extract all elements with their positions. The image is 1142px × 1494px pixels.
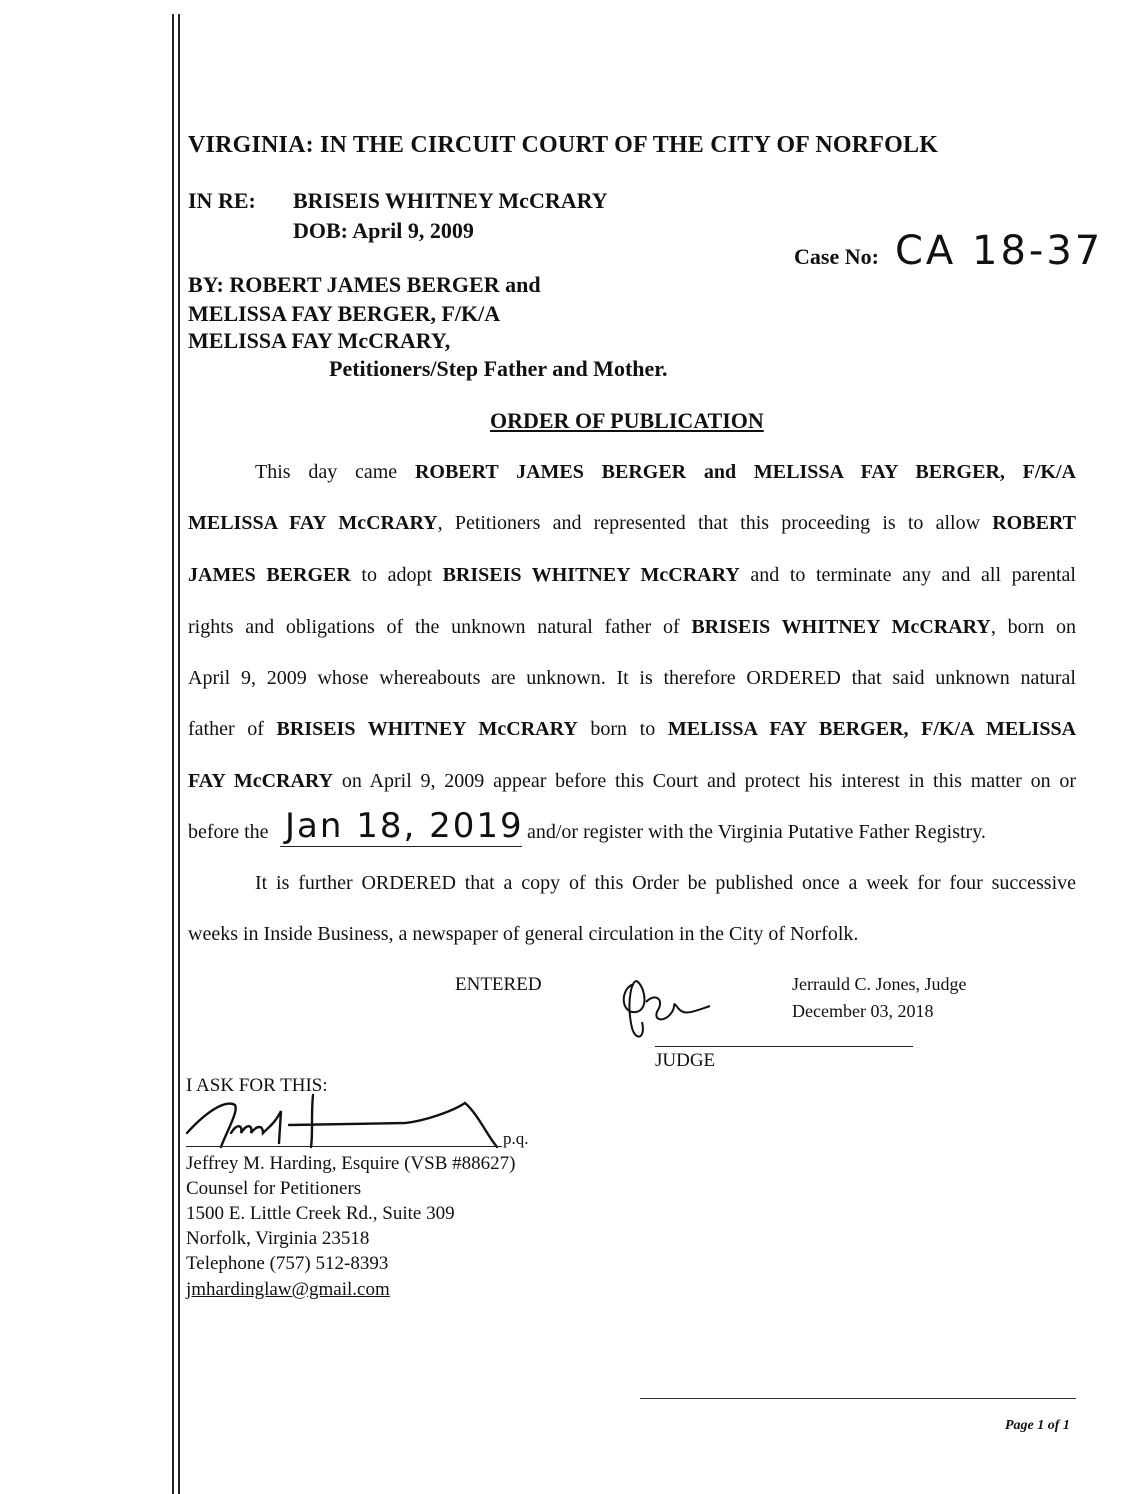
attorney-signature: [185, 1085, 505, 1160]
appearance-date-handwritten: Jan 18, 2019: [285, 806, 524, 846]
body-line-10: weeks in Inside Business, a newspaper of general circulation in the City of Norfolk.: [188, 923, 859, 945]
ask-for-this-label: I ASK FOR THIS:: [186, 1075, 328, 1096]
attorney-signature-line: [186, 1146, 502, 1147]
judge-signature-line: [655, 1046, 913, 1047]
attorney-role: Counsel for Petitioners: [186, 1178, 362, 1199]
petitioners-line-2: MELISSA FAY BERGER, F/K/A: [188, 301, 501, 326]
body-line-8-pre: before the: [188, 821, 269, 843]
margin-rule-left: [172, 14, 174, 1494]
judge-signature: [612, 972, 722, 1047]
body-line-5: April 9, 2009 whose whereabouts are unknown. It is therefore ORDERED that said unknown natural: [188, 667, 1076, 689]
attorney-address-line-2: Norfolk, Virginia 23518: [186, 1228, 370, 1249]
case-number-handwritten: CA 18-37: [895, 228, 1104, 274]
attorney-email-link[interactable]: jmhardinglaw@gmail.com: [186, 1279, 390, 1300]
page-number: Page 1 of 1: [1005, 1418, 1070, 1433]
case-number-label: Case No:: [794, 244, 879, 269]
footer-rule: [640, 1398, 1076, 1399]
body-line-1: This day came ROBERT JAMES BERGER and MELISSA FAY BERGER, F/K/A: [255, 461, 1076, 483]
margin-rule-right: [178, 14, 180, 1494]
body-line-3: JAMES BERGER to adopt BRISEIS WHITNEY McCRARY and to terminate any and all parental: [188, 564, 1076, 586]
attorney-name: Jeffrey M. Harding, Esquire (VSB #88627): [186, 1153, 516, 1174]
body-line-8-post: and/or register with the Virginia Putative Father Registry.: [527, 821, 986, 843]
body-line-6: father of BRISEIS WHITNEY McCRARY born to MELISSA FAY BERGER, F/K/A MELISSA: [188, 718, 1077, 740]
judge-label: JUDGE: [655, 1050, 716, 1071]
document-title: ORDER OF PUBLICATION: [490, 408, 764, 433]
entered-label: ENTERED: [455, 974, 542, 995]
child-name: BRISEIS WHITNEY McCRARY: [293, 188, 608, 213]
pq-label: p.q.: [503, 1129, 529, 1148]
petitioners-line-3: MELISSA FAY McCRARY,: [188, 328, 451, 353]
petitioners-line-1: BY: ROBERT JAMES BERGER and: [188, 272, 541, 297]
judge-name: Jerrauld C. Jones, Judge: [792, 974, 967, 994]
body-line-7: FAY McCRARY on April 9, 2009 appear before this Court and protect his interest in this matter on or: [188, 770, 1076, 792]
appearance-date-blank: [280, 846, 522, 847]
body-line-9: It is further ORDERED that a copy of this Order be published once a week for four successive: [255, 872, 1076, 894]
judgment-date: December 03, 2018: [792, 1001, 934, 1021]
body-line-4: rights and obligations of the unknown natural father of BRISEIS WHITNEY McCRARY, born on: [188, 616, 1076, 638]
body-line-2: MELISSA FAY McCRARY, Petitioners and represented that this proceeding is to allow ROBERT: [188, 512, 1076, 534]
attorney-address-line-1: 1500 E. Little Creek Rd., Suite 309: [186, 1203, 455, 1224]
date-of-birth: DOB: April 9, 2009: [293, 218, 474, 243]
court-heading: VIRGINIA: IN THE CIRCUIT COURT OF THE CITY OF NORFOLK: [188, 132, 939, 158]
attorney-phone: Telephone (757) 512-8393: [186, 1253, 389, 1274]
petitioners-role: Petitioners/Step Father and Mother.: [329, 356, 668, 381]
in-re-label: IN RE:: [188, 188, 256, 213]
